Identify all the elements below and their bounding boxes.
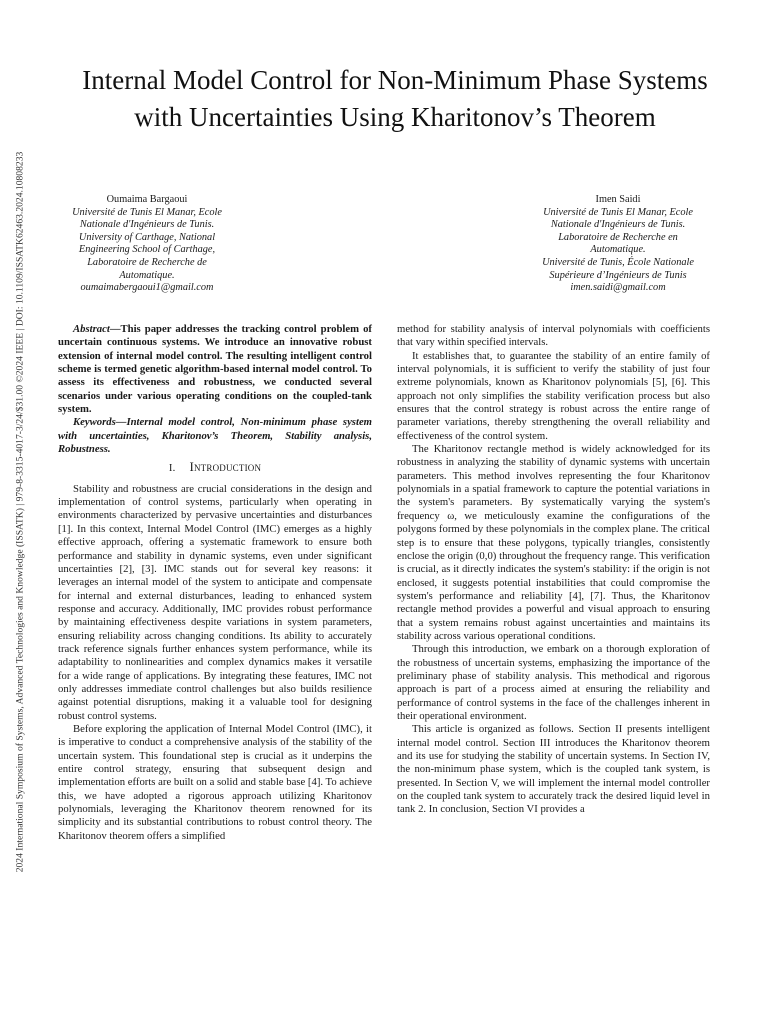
author-email: imen.saidi@gmail.com <box>570 282 666 294</box>
author-email: oumaimabergaoui1@gmail.com <box>80 282 214 294</box>
author-affiliation-line: Automatique. <box>590 244 646 256</box>
abstract <box>58 323 372 416</box>
keywords-dash: — <box>115 416 127 429</box>
author-affiliation-line: Laboratoire de Recherche en <box>558 231 678 243</box>
author-affiliation-line: Université de Tunis El Manar, Ecole <box>543 206 693 218</box>
author-affiliation-line: Automatique. <box>119 269 175 281</box>
right-column <box>397 323 710 817</box>
author-affiliation-line: Université de Tunis El Manar, Ecole <box>72 206 222 218</box>
keywords <box>58 416 372 456</box>
author-affiliation-line: Nationale d'Ingénieurs de Tunis. <box>550 219 686 231</box>
abstract-lead: Abstract <box>73 323 110 335</box>
author-block-2 <box>513 194 723 295</box>
author-name: Imen Saidi <box>595 194 641 205</box>
section-number: I. <box>168 462 176 475</box>
author-affiliation-line: Université de Tunis, École Nationale <box>542 256 694 268</box>
author-name: Oumaima Bargaoui <box>106 194 188 205</box>
left-column <box>58 323 372 843</box>
body-paragraph: Stability and robustness are crucial considerations in the design and implementation of control systems, particularly when operating in environments characterized by pervasive uncertainties and disturbances [1]. In this context, Internal Model Control (IMC) emerges as a highly effective approach, offering a systematic framework to ensure both performance and stability in dynamic systems, even under significant uncertainties [2], [3]. IMC stands out for several key reasons: it leverages an internal model of the system to anticipate and compensate for internal and external disturbances, leading to enhanced system response and accuracy. Additionally, IMC provides robust performance by maintaining effectiveness despite variations in system parameters, ensuring reliability across changing conditions. Its ability to accurately track reference signals further enhances system performance, while its adaptability to nonlinearities and complex dynamics makes it versatile for a wide range of applications. By integrating these features, IMC not only addresses immediate control challenges but also builds resilience against potential disruptions, making it a valuable tool for designing robust control systems. <box>58 482 372 722</box>
section-title-initial: I <box>189 459 194 475</box>
body-paragraph: Before exploring the application of Internal Model Control (IMC), it is imperative to conduct a comprehensive analysis of the stability of the uncertain system. This foundational step is crucial as it underpins the entire control strategy, ensuring that subsequent design and implementation efforts are built on a solid and stable base [4]. To achieve this, we have adopted a rigorous approach utilizing Kharitonov polynomials, leveraging the Kharitonov theorem renowned for its simplicity and its substantial contributions to robust control theory. The Kharitonov theorem offers a simplified <box>58 722 372 842</box>
keywords-lead: Keywords <box>73 416 116 429</box>
body-paragraph: This article is organized as follows. Section II presents intelligent internal model control. Section III introduces the Kharitonov theorem and its use for studying the stability of uncertain systems. In Section IV, the non-minimum phase system, which is the coupled tank system, is presented. In Section V, we will implement the internal model controller on the coupled tank system to accurately track the desired liquid level in tank 2. In conclusion, Section VI provides a <box>397 723 710 816</box>
abstract-dash: — <box>109 323 121 335</box>
author-affiliation-line: Laboratoire de Recherche de <box>87 256 207 268</box>
body-paragraph: Through this introduction, we embark on a thorough exploration of the robustness of uncertain systems, emphasizing the importance of the preliminary phase of stability analysis. This methodical and rigorous approach is part of a process aimed at ensuring the reliability and performance of control systems in the face of the challenges inherent in their operational environment. <box>397 643 710 722</box>
author-affiliation-line: Engineering School of Carthage, <box>78 244 216 256</box>
keywords-text: Internal model control, Non-minimum phase system with uncertainties, Kharitonov’s Theorem, Stability analysis, Robustness. <box>58 416 372 456</box>
body-paragraph: It establishes that, to guarantee the stability of an entire family of interval polynomials, it is sufficient to verify the stability of just four extreme polynomials, known as Kharitonov polynomials [5], [6]. This approach not only simplifies the stability verification process but also ensures that the control strategy is robust across the entire range of parameter variations, thereby strengthening the overall reliability and effectiveness of the control system. <box>397 349 710 442</box>
section-title-rest: NTRODUCTION <box>193 463 262 474</box>
body-paragraph: method for stability analysis of interval polynomials with coefficients that vary within specified intervals. <box>397 323 710 349</box>
author-affiliation-line: University of Carthage, National <box>78 231 216 243</box>
section-heading-introduction <box>58 460 372 475</box>
paper-title: Internal Model Control for Non-Minimum Phase Systems with Uncertainties Using Kharitonov’s Theorem <box>82 65 708 132</box>
copyright-side-note: 2024 International Symposium of Systems, Advanced Technologies and Knowledge (ISSATK) | 979-8-3315-4017-3/24/$31.00 ©2024 IEEE | DOI: 10.1109/ISSATK62463.2024.10808233 <box>14 151 26 873</box>
author-block-1 <box>42 194 252 295</box>
author-affiliation-line: Nationale d'Ingénieurs de Tunis. <box>79 219 215 231</box>
body-paragraph: The Kharitonov rectangle method is widely acknowledged for its robustness in analyzing the stability of dynamic systems with uncertain parameters. This method involves representing the four Kharitonov polynomials in a spatial framework to capture the potential variations in the system's parameters. By systematically varying the system's frequency ω, we meticulously examine the configurations of the polygons formed by these polynomials in the complex plane. The critical step is to ensure that these polygons, typically triangles, consistently enclose the origin (0,0) throughout the frequency range. This verification is crucial, as it directly indicates the system's stability: if the origin is not enclosed, it suggests potential instabilities that could compromise the system's performance and reliability [4], [7]. Thus, the Kharitonov rectangle method provides a powerful and visual approach to ensuring that a system remains robust against uncertainties and maintains its stability across various operational conditions. <box>397 443 710 642</box>
abstract-text: This paper addresses the tracking control problem of uncertain continuous systems. We introduce an innovative robust extension of internal model control. The resulting intelligent control scheme is termed genetic algorithm-based internal model control. To assess its effectiveness and robustness, we conducted several scenarios under various operating conditions on the coupled-tank system. <box>58 323 372 416</box>
author-affiliation-line: Supérieure d’Ingénieurs de Tunis <box>549 269 687 281</box>
